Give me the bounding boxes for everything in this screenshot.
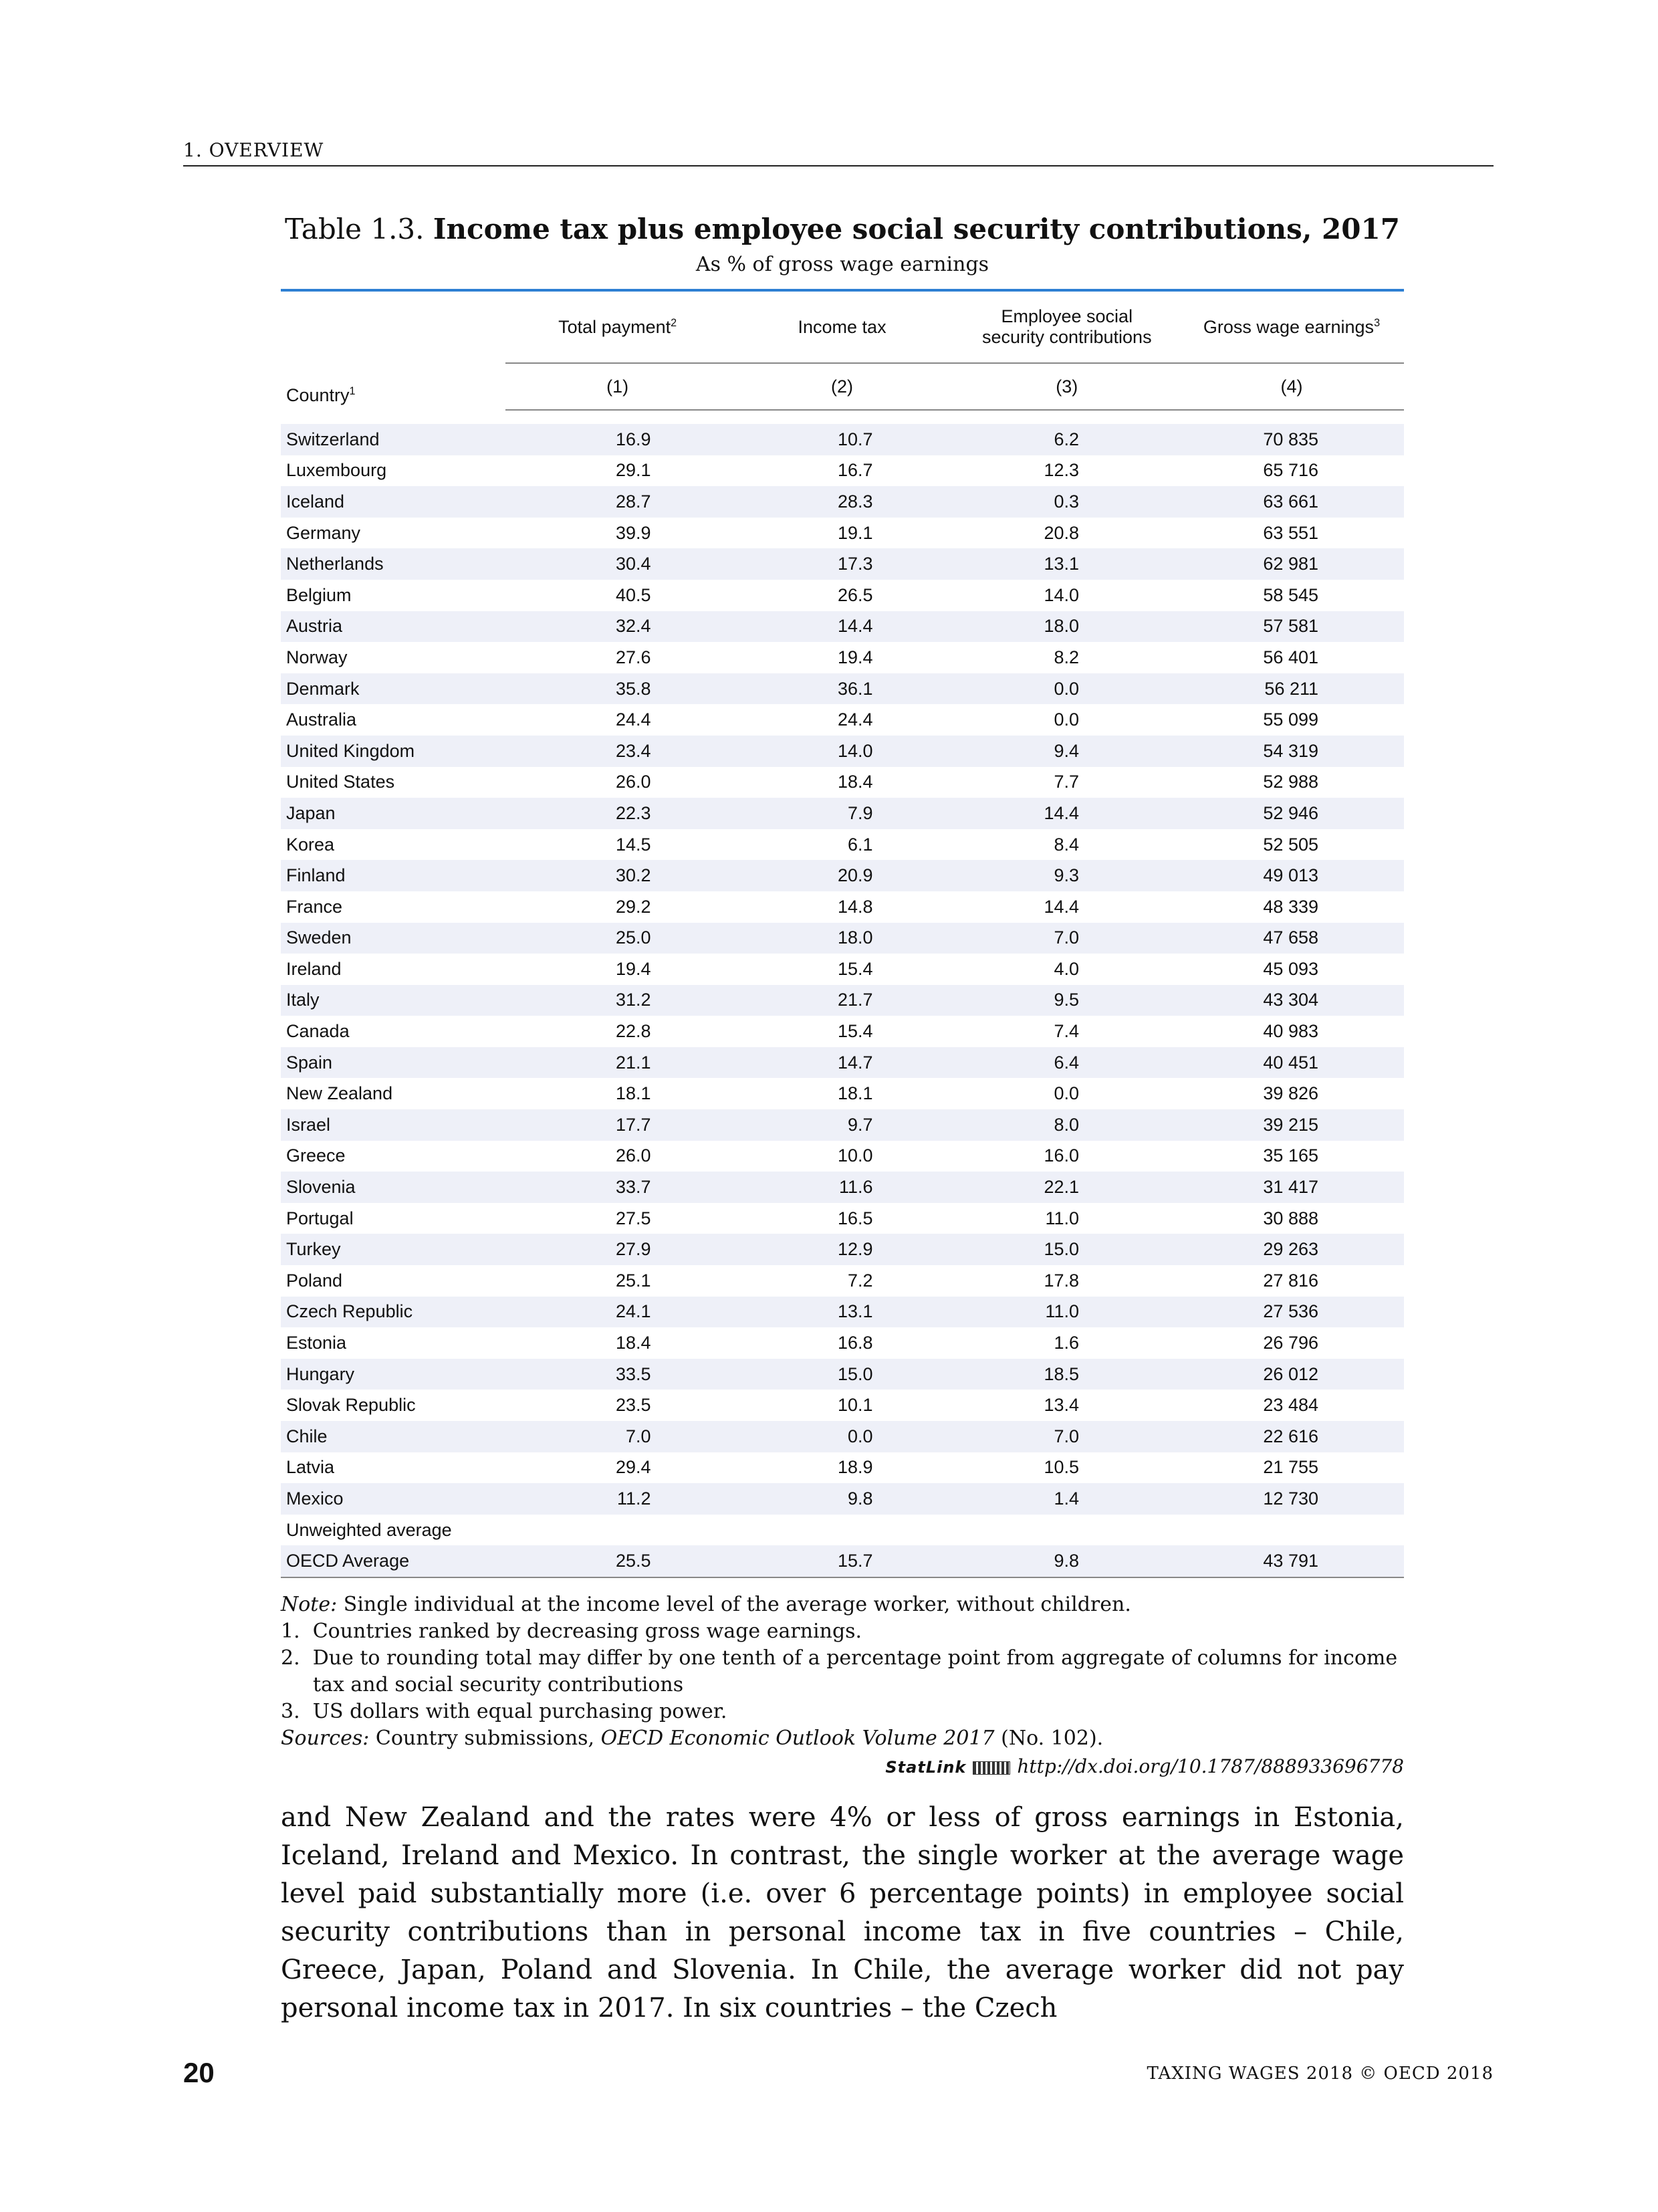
cell-total-payment: 22.8: [616, 1021, 651, 1042]
cell-gross-wage: 48 339: [1263, 896, 1318, 917]
table-bottom-rule: [281, 1577, 1404, 1578]
table-row: [281, 518, 1404, 549]
cell-employee-ssc: 15.0: [955, 1234, 1179, 1265]
cell-country: Switzerland: [281, 424, 505, 455]
cell-gross-wage: 26 796: [1263, 1333, 1318, 1353]
cell-employee-ssc: 9.8: [955, 1545, 1179, 1577]
cell-country: United Kingdom: [281, 736, 505, 767]
table-row: [281, 704, 1404, 736]
cell-income-tax: 28.3: [730, 486, 955, 518]
cell-gross-wage: 57 581: [1179, 611, 1404, 643]
cell-total-payment: 27.9: [505, 1234, 730, 1265]
cell-income-tax: 20.9: [730, 860, 955, 891]
cell-employee-ssc: 14.4: [1044, 896, 1080, 917]
cell-total-payment: 27.6: [616, 647, 651, 667]
cell-total-payment: 29.4: [616, 1457, 651, 1478]
cell-employee-ssc: 0.0: [1054, 1083, 1080, 1104]
cell-gross-wage: 30 888: [1263, 1208, 1318, 1228]
cell-total-payment: 33.5: [505, 1359, 730, 1390]
cell-total-payment: 16.9: [505, 424, 730, 455]
cell-income-tax: 7.9: [730, 798, 955, 829]
cell-employee-ssc: 7.7: [1054, 772, 1080, 792]
cell-income-tax: 9.8: [730, 1483, 955, 1515]
cell-total-payment: 40.5: [616, 584, 651, 605]
cell-employee-ssc: 1.4: [955, 1483, 1179, 1515]
cell-gross-wage: 40 983: [1263, 1021, 1318, 1042]
cell-employee-ssc: 20.8: [1044, 522, 1080, 543]
cell-gross-wage: 62 981: [1179, 548, 1404, 580]
cell-country: Belgium: [286, 584, 352, 605]
table-subtitle: As % of gross wage earnings: [695, 253, 989, 276]
table-row: [281, 611, 1404, 643]
cell-country: Norway: [286, 647, 348, 667]
cell-income-tax: 15.7: [730, 1545, 955, 1577]
cell-income-tax: 24.4: [837, 709, 873, 730]
cell-total-payment: 24.4: [616, 709, 651, 730]
cell-gross-wage: 12 730: [1179, 1483, 1404, 1515]
cell-country: Slovak Republic: [286, 1395, 416, 1416]
cell-income-tax: 18.0: [730, 923, 955, 954]
cell-employee-ssc: 14.4: [955, 798, 1179, 829]
cell-country: Hungary: [281, 1359, 505, 1390]
cell-country: Greece: [286, 1145, 346, 1166]
cell-gross-wage: 52 988: [1263, 772, 1318, 792]
table-row: [281, 829, 1404, 861]
cell-employee-ssc: 8.2: [1054, 647, 1080, 667]
cell-employee-ssc: 10.5: [1044, 1457, 1080, 1478]
cell-country: Japan: [281, 798, 505, 829]
cell-gross-wage: 39 826: [1263, 1083, 1318, 1104]
cell-employee-ssc: 18.0: [955, 611, 1179, 643]
cell-gross-wage: 65 716: [1263, 460, 1318, 481]
cell-country: New Zealand: [286, 1083, 393, 1104]
cell-total-payment: 18.1: [616, 1083, 651, 1104]
cell-total-payment: 30.4: [505, 548, 730, 580]
table-row: [281, 985, 1404, 1016]
cell-income-tax: 19.4: [837, 647, 873, 667]
cell-country: Unweighted average: [286, 1519, 452, 1540]
cell-total-payment: 26.0: [616, 772, 651, 792]
cell-gross-wage: 39 215: [1179, 1109, 1404, 1141]
cell-income-tax: 10.7: [730, 424, 955, 455]
cell-gross-wage: 40 451: [1179, 1047, 1404, 1079]
cell-employee-ssc: 16.0: [1044, 1145, 1080, 1166]
footnote-3: 3. US dollars with equal purchasing power.: [281, 1700, 727, 1723]
cell-income-tax: 16.5: [837, 1208, 873, 1228]
table-row: [281, 767, 1404, 798]
cell-gross-wage: 45 093: [1263, 958, 1318, 979]
table-row: [281, 1172, 1404, 1203]
cell-country: France: [286, 896, 343, 917]
cell-gross-wage: 27 816: [1263, 1270, 1318, 1291]
statlink: [281, 1753, 1404, 1781]
header-employee-ssc: Employee social security contributions: [981, 306, 1152, 347]
cell-employee-ssc: 18.5: [955, 1359, 1179, 1390]
cell-income-tax: 9.7: [730, 1109, 955, 1141]
footer-publication: TAXING WAGES 2018 © OECD 2018: [1147, 2064, 1494, 2084]
cell-income-tax: 17.3: [730, 548, 955, 580]
sources-line: Sources: Country submissions, OECD Economic Outlook Volume 2017 (No. 102).: [281, 1727, 1104, 1750]
cell-employee-ssc: 12.3: [1044, 460, 1080, 481]
cell-employee-ssc: 8.0: [955, 1109, 1179, 1141]
table-row: [281, 486, 1404, 518]
table-row: [281, 1545, 1404, 1577]
cell-country: Denmark: [281, 673, 505, 705]
table-row: [281, 1390, 1404, 1421]
cell-gross-wage: 54 319: [1179, 736, 1404, 767]
cell-country: Poland: [286, 1270, 343, 1291]
cell-country: Ireland: [286, 958, 342, 979]
cell-total-payment: 19.4: [616, 958, 651, 979]
cell-gross-wage: 70 835: [1179, 424, 1404, 455]
cell-income-tax: 14.7: [730, 1047, 955, 1079]
cell-income-tax: 21.7: [730, 985, 955, 1016]
cell-employee-ssc: [955, 1515, 1179, 1546]
cell-country: Germany: [286, 522, 361, 543]
statlink-logo-icon: [973, 1761, 1010, 1775]
table-number: Table 1.3.: [285, 213, 425, 245]
cell-country: Netherlands: [281, 548, 505, 580]
cell-income-tax: 16.7: [837, 460, 873, 481]
cell-total-payment: 18.4: [616, 1333, 651, 1353]
cell-total-payment: 17.7: [505, 1109, 730, 1141]
cell-employee-ssc: 11.0: [1045, 1208, 1080, 1228]
table-row: [281, 1297, 1404, 1328]
running-head: 1. OVERVIEW: [183, 139, 1494, 167]
table-row: [281, 1452, 1404, 1484]
cell-country: Israel: [281, 1109, 505, 1141]
table-row: [281, 1265, 1404, 1297]
cell-income-tax: 14.0: [730, 736, 955, 767]
cell-total-payment: 31.2: [505, 985, 730, 1016]
cell-total-payment: 39.9: [616, 522, 651, 543]
header-gross-wage: Gross wage earnings$^3$: [1203, 316, 1381, 337]
cell-total-payment: 28.7: [505, 486, 730, 518]
cell-gross-wage: 26 012: [1179, 1359, 1404, 1390]
cell-gross-wage: 43 791: [1179, 1545, 1404, 1577]
table-row: [281, 736, 1404, 767]
cell-country: Austria: [281, 611, 505, 643]
cell-income-tax: 6.1: [847, 834, 873, 855]
cell-gross-wage: 63 661: [1179, 486, 1404, 518]
cell-employee-ssc: 13.4: [1044, 1395, 1080, 1416]
table-row: [281, 1421, 1404, 1452]
statlink-url[interactable]: http://dx.doi.org/10.1787/888933696778: [1017, 1755, 1404, 1777]
data-table-container: [281, 289, 1404, 1578]
cell-country: Mexico: [281, 1483, 505, 1515]
cell-total-payment: 35.8: [505, 673, 730, 705]
cell-income-tax: 12.9: [730, 1234, 955, 1265]
cell-total-payment: 25.5: [505, 1545, 730, 1577]
cell-employee-ssc: 9.5: [955, 985, 1179, 1016]
table-row: [281, 642, 1404, 673]
cell-country: Czech Republic: [281, 1297, 505, 1328]
cell-gross-wage: 56 401: [1263, 647, 1318, 667]
table-row: [281, 891, 1404, 923]
table-row: [281, 1141, 1404, 1172]
table-row: [281, 1016, 1404, 1047]
cell-income-tax: 14.8: [837, 896, 873, 917]
cell-country: United States: [286, 772, 395, 792]
cell-country: OECD Average: [281, 1545, 505, 1577]
cell-gross-wage: 47 658: [1179, 923, 1404, 954]
cell-gross-wage: 27 536: [1179, 1297, 1404, 1328]
cell-total-payment: 23.5: [616, 1395, 651, 1416]
cell-total-payment: 29.1: [616, 460, 651, 481]
cell-employee-ssc: 7.0: [955, 1421, 1179, 1452]
cell-employee-ssc: 13.1: [955, 548, 1179, 580]
cell-employee-ssc: 0.0: [955, 673, 1179, 705]
cell-income-tax: 16.8: [837, 1333, 873, 1353]
table-row: [281, 954, 1404, 985]
table-row: [281, 1203, 1404, 1234]
cell-employee-ssc: 0.3: [955, 486, 1179, 518]
cell-income-tax: [730, 1515, 955, 1546]
cell-total-payment: 14.5: [616, 834, 651, 855]
cell-country: Korea: [286, 834, 335, 855]
table-row: [281, 1109, 1404, 1141]
cell-employee-ssc: 9.4: [955, 736, 1179, 767]
col-number: (4): [1179, 363, 1404, 410]
cell-income-tax: 0.0: [730, 1421, 955, 1452]
table-row: [281, 1483, 1404, 1515]
cell-gross-wage: [1179, 1515, 1404, 1546]
cell-country: Spain: [281, 1047, 505, 1079]
cell-total-payment: 25.0: [505, 923, 730, 954]
cell-total-payment: [505, 1515, 730, 1546]
cell-income-tax: 18.1: [837, 1083, 873, 1104]
cell-total-payment: 22.3: [505, 798, 730, 829]
note-line: Note: Single individual at the income level of the average worker, without children.: [281, 1593, 1131, 1616]
cell-gross-wage: 43 304: [1179, 985, 1404, 1016]
table-row: [281, 673, 1404, 705]
cell-country: Canada: [286, 1021, 350, 1042]
cell-income-tax: 15.4: [837, 958, 873, 979]
cell-gross-wage: 58 545: [1263, 584, 1318, 605]
cell-employee-ssc: 8.4: [1054, 834, 1080, 855]
cell-total-payment: 24.1: [505, 1297, 730, 1328]
table-row: [281, 455, 1404, 487]
cell-total-payment: 25.1: [616, 1270, 651, 1291]
cell-income-tax: 10.1: [837, 1395, 873, 1416]
cell-gross-wage: 22 616: [1179, 1421, 1404, 1452]
table-row: [281, 1234, 1404, 1265]
cell-income-tax: 19.1: [837, 522, 873, 543]
table-row: [281, 1515, 1404, 1546]
cell-gross-wage: 21 755: [1263, 1457, 1318, 1478]
table-row: [281, 1327, 1404, 1359]
cell-employee-ssc: 22.1: [955, 1172, 1179, 1203]
cell-total-payment: 29.2: [616, 896, 651, 917]
cell-country: Iceland: [281, 486, 505, 518]
cell-income-tax: 15.4: [837, 1021, 873, 1042]
col-number: (2): [730, 363, 955, 410]
table-title: [281, 213, 1404, 245]
cell-employee-ssc: 7.0: [955, 923, 1179, 954]
table-row: [281, 1359, 1404, 1390]
cell-total-payment: 32.4: [505, 611, 730, 643]
cell-income-tax: 13.1: [730, 1297, 955, 1328]
cell-total-payment: 33.7: [505, 1172, 730, 1203]
cell-country: Sweden: [281, 923, 505, 954]
cell-employee-ssc: 1.6: [1054, 1333, 1080, 1353]
cell-country: Luxembourg: [286, 460, 387, 481]
table-row: [281, 860, 1404, 891]
cell-income-tax: 14.4: [730, 611, 955, 643]
table-row: [281, 424, 1404, 455]
footnote-2: 2. Due to rounding total may differ by one tenth of a percentage point from aggregate of columns for income tax and social security contributions: [281, 1646, 1398, 1696]
col-number: (1): [505, 363, 730, 410]
cell-gross-wage: 35 165: [1263, 1145, 1318, 1166]
cell-employee-ssc: 11.0: [955, 1297, 1179, 1328]
cell-gross-wage: 56 211: [1179, 673, 1404, 705]
table-row: [281, 923, 1404, 954]
cell-country: Chile: [281, 1421, 505, 1452]
cell-income-tax: 7.2: [847, 1270, 873, 1291]
page-number: 20: [183, 2057, 215, 2088]
cell-total-payment: 23.4: [505, 736, 730, 767]
cell-total-payment: 30.2: [505, 860, 730, 891]
cell-employee-ssc: 0.0: [1054, 709, 1080, 730]
cell-gross-wage: 23 484: [1263, 1395, 1318, 1416]
cell-country: Turkey: [281, 1234, 505, 1265]
cell-total-payment: 21.1: [505, 1047, 730, 1079]
cell-gross-wage: 52 505: [1263, 834, 1318, 855]
table-row: [281, 1078, 1404, 1109]
cell-income-tax: 11.6: [730, 1172, 955, 1203]
table-row: [281, 548, 1404, 580]
cell-income-tax: 18.4: [837, 772, 873, 792]
cell-total-payment: 26.0: [616, 1145, 651, 1166]
cell-country: Australia: [286, 709, 357, 730]
cell-employee-ssc: 7.4: [1054, 1021, 1080, 1042]
footnote-1: 1. Countries ranked by decreasing gross wage earnings.: [281, 1620, 862, 1643]
cell-gross-wage: 55 099: [1263, 709, 1318, 730]
cell-employee-ssc: 6.4: [955, 1047, 1179, 1079]
cell-total-payment: 7.0: [505, 1421, 730, 1452]
cell-gross-wage: 31 417: [1179, 1172, 1404, 1203]
cell-employee-ssc: 17.8: [1044, 1270, 1080, 1291]
cell-employee-ssc: 14.0: [1044, 584, 1080, 605]
cell-country: Finland: [281, 860, 505, 891]
cell-country: Portugal: [286, 1208, 354, 1228]
cell-income-tax: 26.5: [837, 584, 873, 605]
cell-country: Latvia: [286, 1457, 335, 1478]
cell-employee-ssc: 6.2: [955, 424, 1179, 455]
table-row: [281, 1047, 1404, 1079]
col-number: (3): [955, 363, 1179, 410]
cell-gross-wage: 63 551: [1263, 522, 1318, 543]
header-income-tax: Income tax: [798, 316, 886, 337]
statlink-label: StatLink: [885, 1758, 967, 1777]
table-row: [281, 798, 1404, 829]
cell-income-tax: 15.0: [730, 1359, 955, 1390]
cell-employee-ssc: 9.3: [955, 860, 1179, 891]
cell-income-tax: 18.9: [837, 1457, 873, 1478]
cell-income-tax: 10.0: [837, 1145, 873, 1166]
cell-gross-wage: 49 013: [1179, 860, 1404, 891]
cell-total-payment: 11.2: [505, 1483, 730, 1515]
cell-total-payment: 27.5: [616, 1208, 651, 1228]
data-table: [281, 292, 1404, 1577]
header-total-payment: Total payment$^2$: [558, 316, 677, 337]
cell-gross-wage: 29 263: [1179, 1234, 1404, 1265]
table-title-text: Income tax plus employee social security contributions, 2017: [433, 213, 1400, 245]
cell-gross-wage: 52 946: [1179, 798, 1404, 829]
header-country: Country$^1$: [286, 385, 356, 405]
cell-employee-ssc: 4.0: [1054, 958, 1080, 979]
cell-country: Estonia: [286, 1333, 347, 1353]
cell-country: Slovenia: [281, 1172, 505, 1203]
body-paragraph: and New Zealand and the rates were 4% or less of gross earnings in Estonia, Iceland, Ireland and Mexico. In contrast, the single worker at the average wage level paid substantially more (i.e. over 6 percentage points) in employee social security contributions than in personal income tax in five countries – Chile, Greece, Japan, Poland and Slovenia. In Chile, the average worker did not pay personal income tax in 2017. In six countries – the Czech: [281, 1802, 1404, 2023]
table-notes: [281, 1591, 1404, 1781]
cell-country: Italy: [281, 985, 505, 1016]
cell-income-tax: 36.1: [730, 673, 955, 705]
table-row: [281, 580, 1404, 611]
